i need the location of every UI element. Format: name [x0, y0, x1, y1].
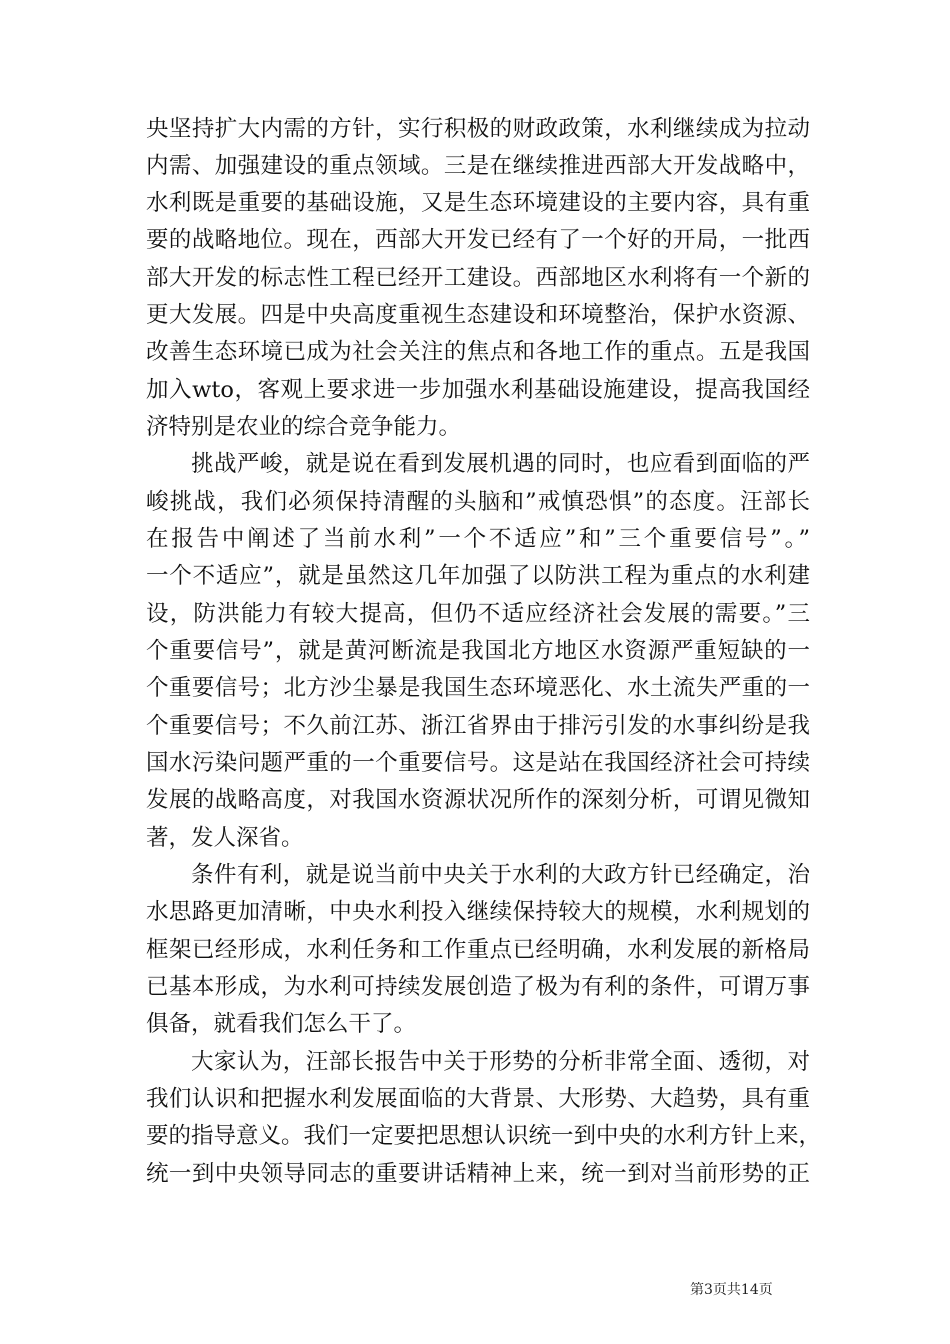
text-line: 水思路更加清晰，中央水利投入继续保持较大的规模，水利规划的 — [146, 899, 810, 925]
text-line: 框架已经形成，水利任务和工作重点已经明确，水利发展的新格局 — [146, 937, 810, 963]
text-line: 已基本形成，为水利可持续发展创造了极为有利的条件，可谓万事 — [146, 974, 810, 1000]
text-line: 济特别是农业的综合竞争能力。 — [146, 414, 462, 440]
text-line: 更大发展。四是中央高度重视生态建设和环境整治，保护水资源、 — [146, 302, 810, 328]
text-line: 部大开发的标志性工程已经开工建设。西部地区水利将有一个新的 — [146, 265, 810, 291]
text-line: 水利既是重要的基础设施，又是生态环境建设的主要内容，具有重 — [146, 190, 810, 216]
text-line: 改善生态环境已成为社会关注的焦点和各地工作的重点。五是我国 — [146, 339, 810, 365]
text-line: 个重要信号；北方沙尘暴是我国生态环境恶化、水土流失严重的一 — [146, 675, 810, 701]
text-line: 著，发人深省。 — [146, 825, 304, 851]
text-line: 内需、加强建设的重点领域。三是在继续推进西部大开发战略中， — [146, 153, 810, 179]
text-line: 个重要信号”，就是黄河断流是我国北方地区水资源严重短缺的一 — [146, 638, 810, 664]
paragraph-first-line: 大家认为，汪部长报告中关于形势的分析非常全面、透彻，对 — [191, 1049, 810, 1075]
text-line: 加入wto，客观上要求进一步加强水利基础设施建设，提高我国经 — [146, 377, 810, 403]
paragraph-first-line: 条件有利，就是说当前中央关于水利的大政方针已经确定，治 — [191, 862, 810, 888]
text-line: 设，防洪能力有较大提高，但仍不适应经济社会发展的需要。”三 — [146, 601, 810, 627]
text-line: 要的战略地位。现在，西部大开发已经有了一个好的开局，一批西 — [146, 227, 810, 253]
text-line: 个重要信号；不久前江苏、浙江省界由于排污引发的水事纠纷是我 — [146, 713, 810, 739]
text-line: 央坚持扩大内需的方针，实行积极的财政政策，水利继续成为拉动 — [146, 116, 810, 142]
page-number-footer: 第3页共14页 — [690, 1282, 773, 1298]
paragraph-first-line: 挑战严峻，就是说在看到发展机遇的同时，也应看到面临的严 — [191, 451, 810, 477]
text-line: 一个不适应”，就是虽然这几年加强了以防洪工程为重点的水利建 — [146, 563, 810, 589]
text-line: 我们认识和把握水利发展面临的大背景、大形势、大趋势，具有重 — [146, 1086, 810, 1112]
text-line: 发展的战略高度，对我国水资源状况所作的深刻分析，可谓见微知 — [146, 787, 810, 813]
text-line: 在报告中阐述了当前水利”一个不适应”和”三个重要信号”。” — [146, 526, 810, 552]
text-line: 峻挑战，我们必须保持清醒的头脑和”戒慎恐惧”的态度。汪部长 — [146, 489, 810, 515]
text-line: 俱备，就看我们怎么干了。 — [146, 1011, 417, 1037]
text-line: 统一到中央领导同志的重要讲话精神上来，统一到对当前形势的正 — [146, 1161, 810, 1187]
text-line: 国水污染问题严重的一个重要信号。这是站在我国经济社会可持续 — [146, 750, 810, 776]
text-line: 要的指导意义。我们一定要把思想认识统一到中央的水利方针上来， — [146, 1123, 822, 1149]
